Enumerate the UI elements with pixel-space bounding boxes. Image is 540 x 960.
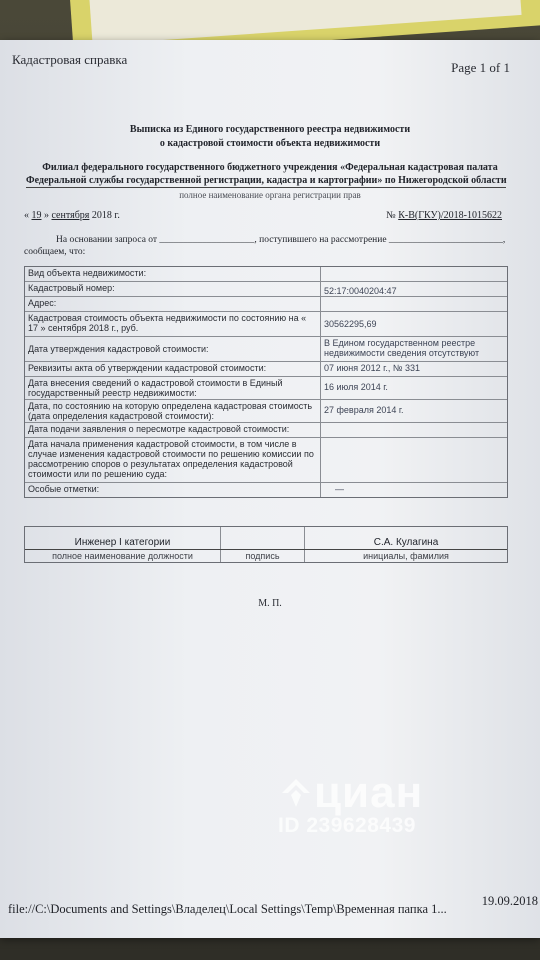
page-indicator: Page 1 of 1: [451, 60, 510, 75]
date-open-quote: «: [24, 210, 29, 221]
organization-caption: полное наименование органа регистрации прав: [179, 190, 361, 200]
row-label: Вид объекта недвижимости:: [25, 267, 321, 281]
row-value: 27 февраля 2014 г.: [324, 405, 404, 415]
table-row: [25, 377, 507, 400]
row-label: Дата внесения сведений о кадастровой стоимости в Единый государственный реестр недвижимости:: [25, 377, 321, 399]
row-label: Адрес:: [25, 297, 321, 311]
signature-values-row: [25, 527, 507, 550]
watermark-brand-text: циан: [314, 768, 424, 817]
footer-date: 19.09.2018: [481, 894, 538, 908]
date-year: 2018 г.: [91, 210, 120, 221]
row-value: 52:17:0040204:47: [324, 286, 397, 296]
table-row: [25, 267, 507, 282]
row-value: [321, 297, 507, 311]
watermark-id: ID 239628439: [278, 814, 416, 837]
row-label: Кадастровый номер:: [25, 282, 321, 296]
basis-line2: сообщаем, что:: [24, 247, 86, 257]
position-caption: полное наименование должности: [25, 550, 221, 562]
cadastral-info-table: [24, 266, 508, 498]
date-month: сентября: [51, 210, 90, 221]
row-label: Кадастровая стоимость объекта недвижимости по состоянию на « 17 » сентября 2018 г., руб.: [25, 312, 321, 336]
row-value: [321, 438, 507, 482]
table-row: [25, 312, 507, 337]
document-number: [386, 210, 502, 221]
house-pin-icon: [278, 775, 314, 811]
row-label: Дата утверждения кадастровой стоимости:: [25, 337, 321, 361]
row-value: В Едином государственном реестре недвижимости сведения отсутствуют: [324, 338, 480, 358]
name-caption: инициалы, фамилия: [363, 551, 449, 561]
row-value: 30562295,69: [324, 319, 377, 329]
document-page: [0, 40, 540, 938]
document-title-line2: о кадастровой стоимости объекта недвижимости: [159, 138, 381, 149]
signer-position: Инженер I категории: [25, 527, 221, 549]
row-label: Особые отметки:: [25, 483, 321, 497]
table-row: [25, 337, 507, 362]
row-label: Дата подачи заявления о пересмотре кадастровой стоимости:: [25, 423, 321, 437]
document-number-prefix: №: [386, 210, 396, 221]
signature-block: [24, 526, 508, 563]
signer-name: С.А. Кулагина: [373, 537, 439, 548]
table-row: [25, 438, 507, 483]
organization-line1: Филиал федерального государственного бюджетного учреждения «Федеральная кадастровая палата: [42, 162, 498, 173]
document-title-line1: Выписка из Единого государственного реестра недвижимости: [129, 124, 411, 135]
row-value: [321, 423, 507, 437]
table-row: [25, 483, 507, 497]
organization-line2: Федеральной службы государственной регистрации, кадастра и картографии» по Нижегородской области: [26, 175, 507, 186]
stamp-place: М. П.: [258, 598, 282, 609]
row-value: 07 июня 2012 г., № 331: [324, 363, 421, 373]
footer-file-path: file://C:\Documents and Settings\Владелец\Local Settings\Temp\Временная папка 1...: [8, 902, 447, 916]
table-row: [25, 400, 507, 423]
document-name: Кадастровая справка: [12, 52, 128, 67]
row-label: Дата начала применения кадастровой стоимости, в том числе в случае изменения кадастровой стоимости по решению комиссии по рассмотрению споров о результатах определения кадастровой стоимости или по решению суда:: [25, 438, 321, 482]
row-label: Реквизиты акта об утверждении кадастровой стоимости:: [25, 362, 321, 376]
signer-signature: [221, 527, 305, 549]
table-row: [25, 297, 507, 312]
row-label: Дата, по состоянию на которую определена кадастровая стоимость (дата определения кадастровой стоимости):: [25, 400, 321, 422]
basis-line1: На основании запроса от ____________________, поступившего на рассмотрение ________________________,: [56, 235, 506, 245]
date-close-quote: »: [44, 210, 49, 221]
row-value: —: [335, 484, 344, 494]
row-value: 16 июля 2014 г.: [324, 382, 388, 392]
document-number-value: К-В(ГКУ)/2018-1015622: [398, 210, 502, 221]
table-row: [25, 423, 507, 438]
table-row: [25, 362, 507, 377]
signature-caption: подпись: [221, 550, 305, 562]
cian-watermark: [278, 768, 423, 838]
issue-date: [24, 210, 120, 221]
date-day: 19: [31, 210, 42, 221]
row-value: [321, 267, 507, 281]
watermark-brand: [278, 768, 423, 818]
signature-captions-row: [25, 550, 507, 562]
table-row: [25, 282, 507, 297]
